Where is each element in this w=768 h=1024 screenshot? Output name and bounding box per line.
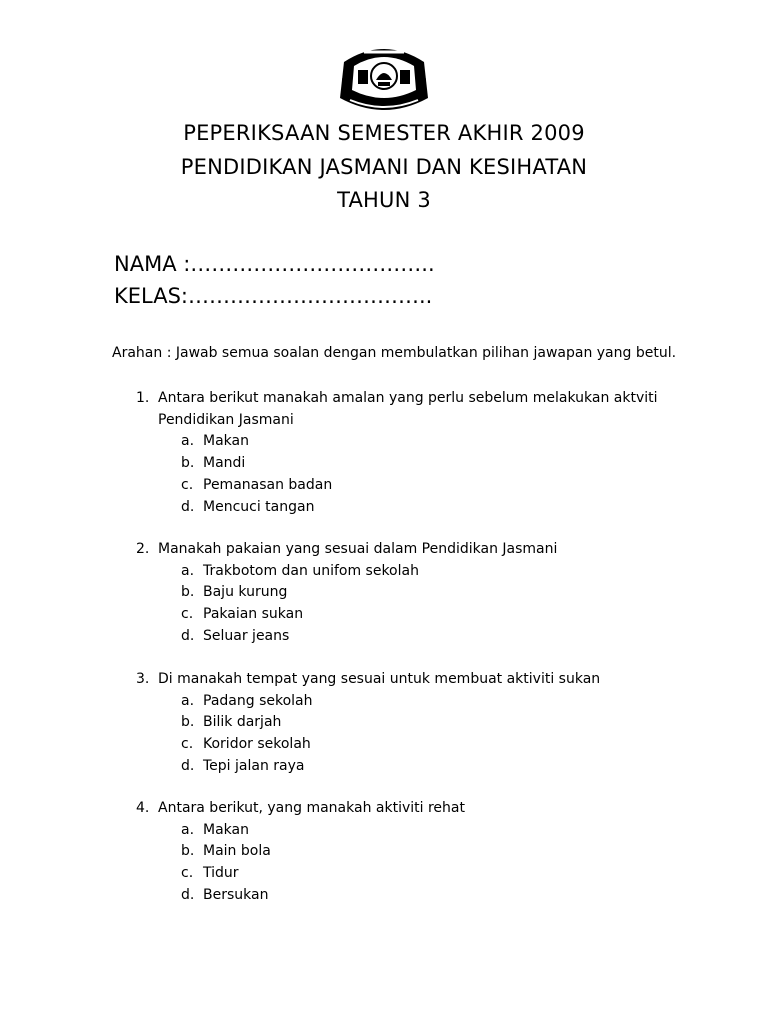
option-a[interactable] xyxy=(181,561,658,583)
question-number: 1. xyxy=(136,390,150,406)
school-crest-logo xyxy=(334,40,434,116)
year-title: TAHUN 3 xyxy=(337,188,431,212)
exam-title: PEPERIKSAAN SEMESTER AKHIR 2009 xyxy=(183,121,585,145)
option-letter: b. xyxy=(181,714,195,731)
option-letter: c. xyxy=(181,606,194,623)
option-c[interactable] xyxy=(181,475,658,497)
option-b[interactable] xyxy=(181,582,658,604)
name-field: NAMA :…………………………….. xyxy=(114,252,435,276)
option-letter: d. xyxy=(181,498,195,515)
question-3 xyxy=(136,669,658,778)
option-b[interactable] xyxy=(181,712,658,734)
option-d[interactable] xyxy=(181,885,658,907)
option-letter: c. xyxy=(181,476,194,493)
option-text: Makan xyxy=(203,433,249,450)
option-text: Main bola xyxy=(203,843,271,860)
option-text: Mandi xyxy=(203,455,246,472)
option-list xyxy=(136,691,658,778)
option-b[interactable] xyxy=(181,453,658,475)
question-number: 4. xyxy=(136,800,150,816)
option-letter: b. xyxy=(181,584,195,601)
option-text: Padang sekolah xyxy=(203,692,313,709)
option-d[interactable] xyxy=(181,756,658,778)
option-text: Mencuci tangan xyxy=(203,498,315,515)
option-text: Makan xyxy=(203,821,249,838)
option-text: Trakbotom dan unifom sekolah xyxy=(203,562,419,579)
option-text: Koridor sekolah xyxy=(203,736,311,753)
question-1 xyxy=(136,388,658,518)
option-text: Pemanasan badan xyxy=(203,476,333,493)
question-text: Antara berikut, yang manakah aktiviti rehat xyxy=(158,800,465,816)
option-text: Tidur xyxy=(203,865,239,882)
question-text: Manakah pakaian yang sesuai dalam Pendidikan Jasmani xyxy=(158,541,558,557)
option-list xyxy=(136,820,658,907)
instructions-label: Arahan : xyxy=(112,345,172,361)
instructions xyxy=(112,345,676,361)
option-text: Seluar jeans xyxy=(203,627,290,644)
question-2 xyxy=(136,539,658,648)
option-letter: b. xyxy=(181,843,195,860)
question-number: 3. xyxy=(136,671,150,687)
option-a[interactable] xyxy=(181,691,658,713)
option-d[interactable] xyxy=(181,626,658,648)
option-text: Pakaian sukan xyxy=(203,606,304,623)
option-list xyxy=(136,431,658,518)
option-a[interactable] xyxy=(181,431,658,453)
option-letter: a. xyxy=(181,821,195,838)
option-letter: d. xyxy=(181,886,195,903)
option-a[interactable] xyxy=(181,820,658,842)
question-text: Antara berikut manakah amalan yang perlu sebelum melakukan aktviti Pendidikan Jasmani xyxy=(158,390,658,428)
option-letter: c. xyxy=(181,736,194,753)
option-c[interactable] xyxy=(181,604,658,626)
option-b[interactable] xyxy=(181,841,658,863)
question-text: Di manakah tempat yang sesuai untuk membuat aktiviti sukan xyxy=(158,671,601,687)
option-text: Bersukan xyxy=(203,886,269,903)
option-letter: a. xyxy=(181,433,195,450)
question-4 xyxy=(136,798,658,907)
option-letter: a. xyxy=(181,692,195,709)
option-letter: d. xyxy=(181,757,195,774)
option-c[interactable] xyxy=(181,734,658,756)
subject-title: PENDIDIKAN JASMANI DAN KESIHATAN xyxy=(180,155,588,179)
option-list xyxy=(136,561,658,648)
option-letter: c. xyxy=(181,865,194,882)
instructions-text: Jawab semua soalan dengan membulatkan pilihan jawapan yang betul. xyxy=(175,345,677,361)
class-field: KELAS:…………………………….. xyxy=(114,284,433,308)
option-text: Baju kurung xyxy=(203,584,288,601)
option-letter: b. xyxy=(181,455,195,472)
option-text: Tepi jalan raya xyxy=(203,757,305,774)
option-letter: d. xyxy=(181,627,195,644)
option-text: Bilik darjah xyxy=(203,714,282,731)
option-letter: a. xyxy=(181,562,195,579)
option-d[interactable] xyxy=(181,497,658,519)
option-c[interactable] xyxy=(181,863,658,885)
question-number: 2. xyxy=(136,541,150,557)
